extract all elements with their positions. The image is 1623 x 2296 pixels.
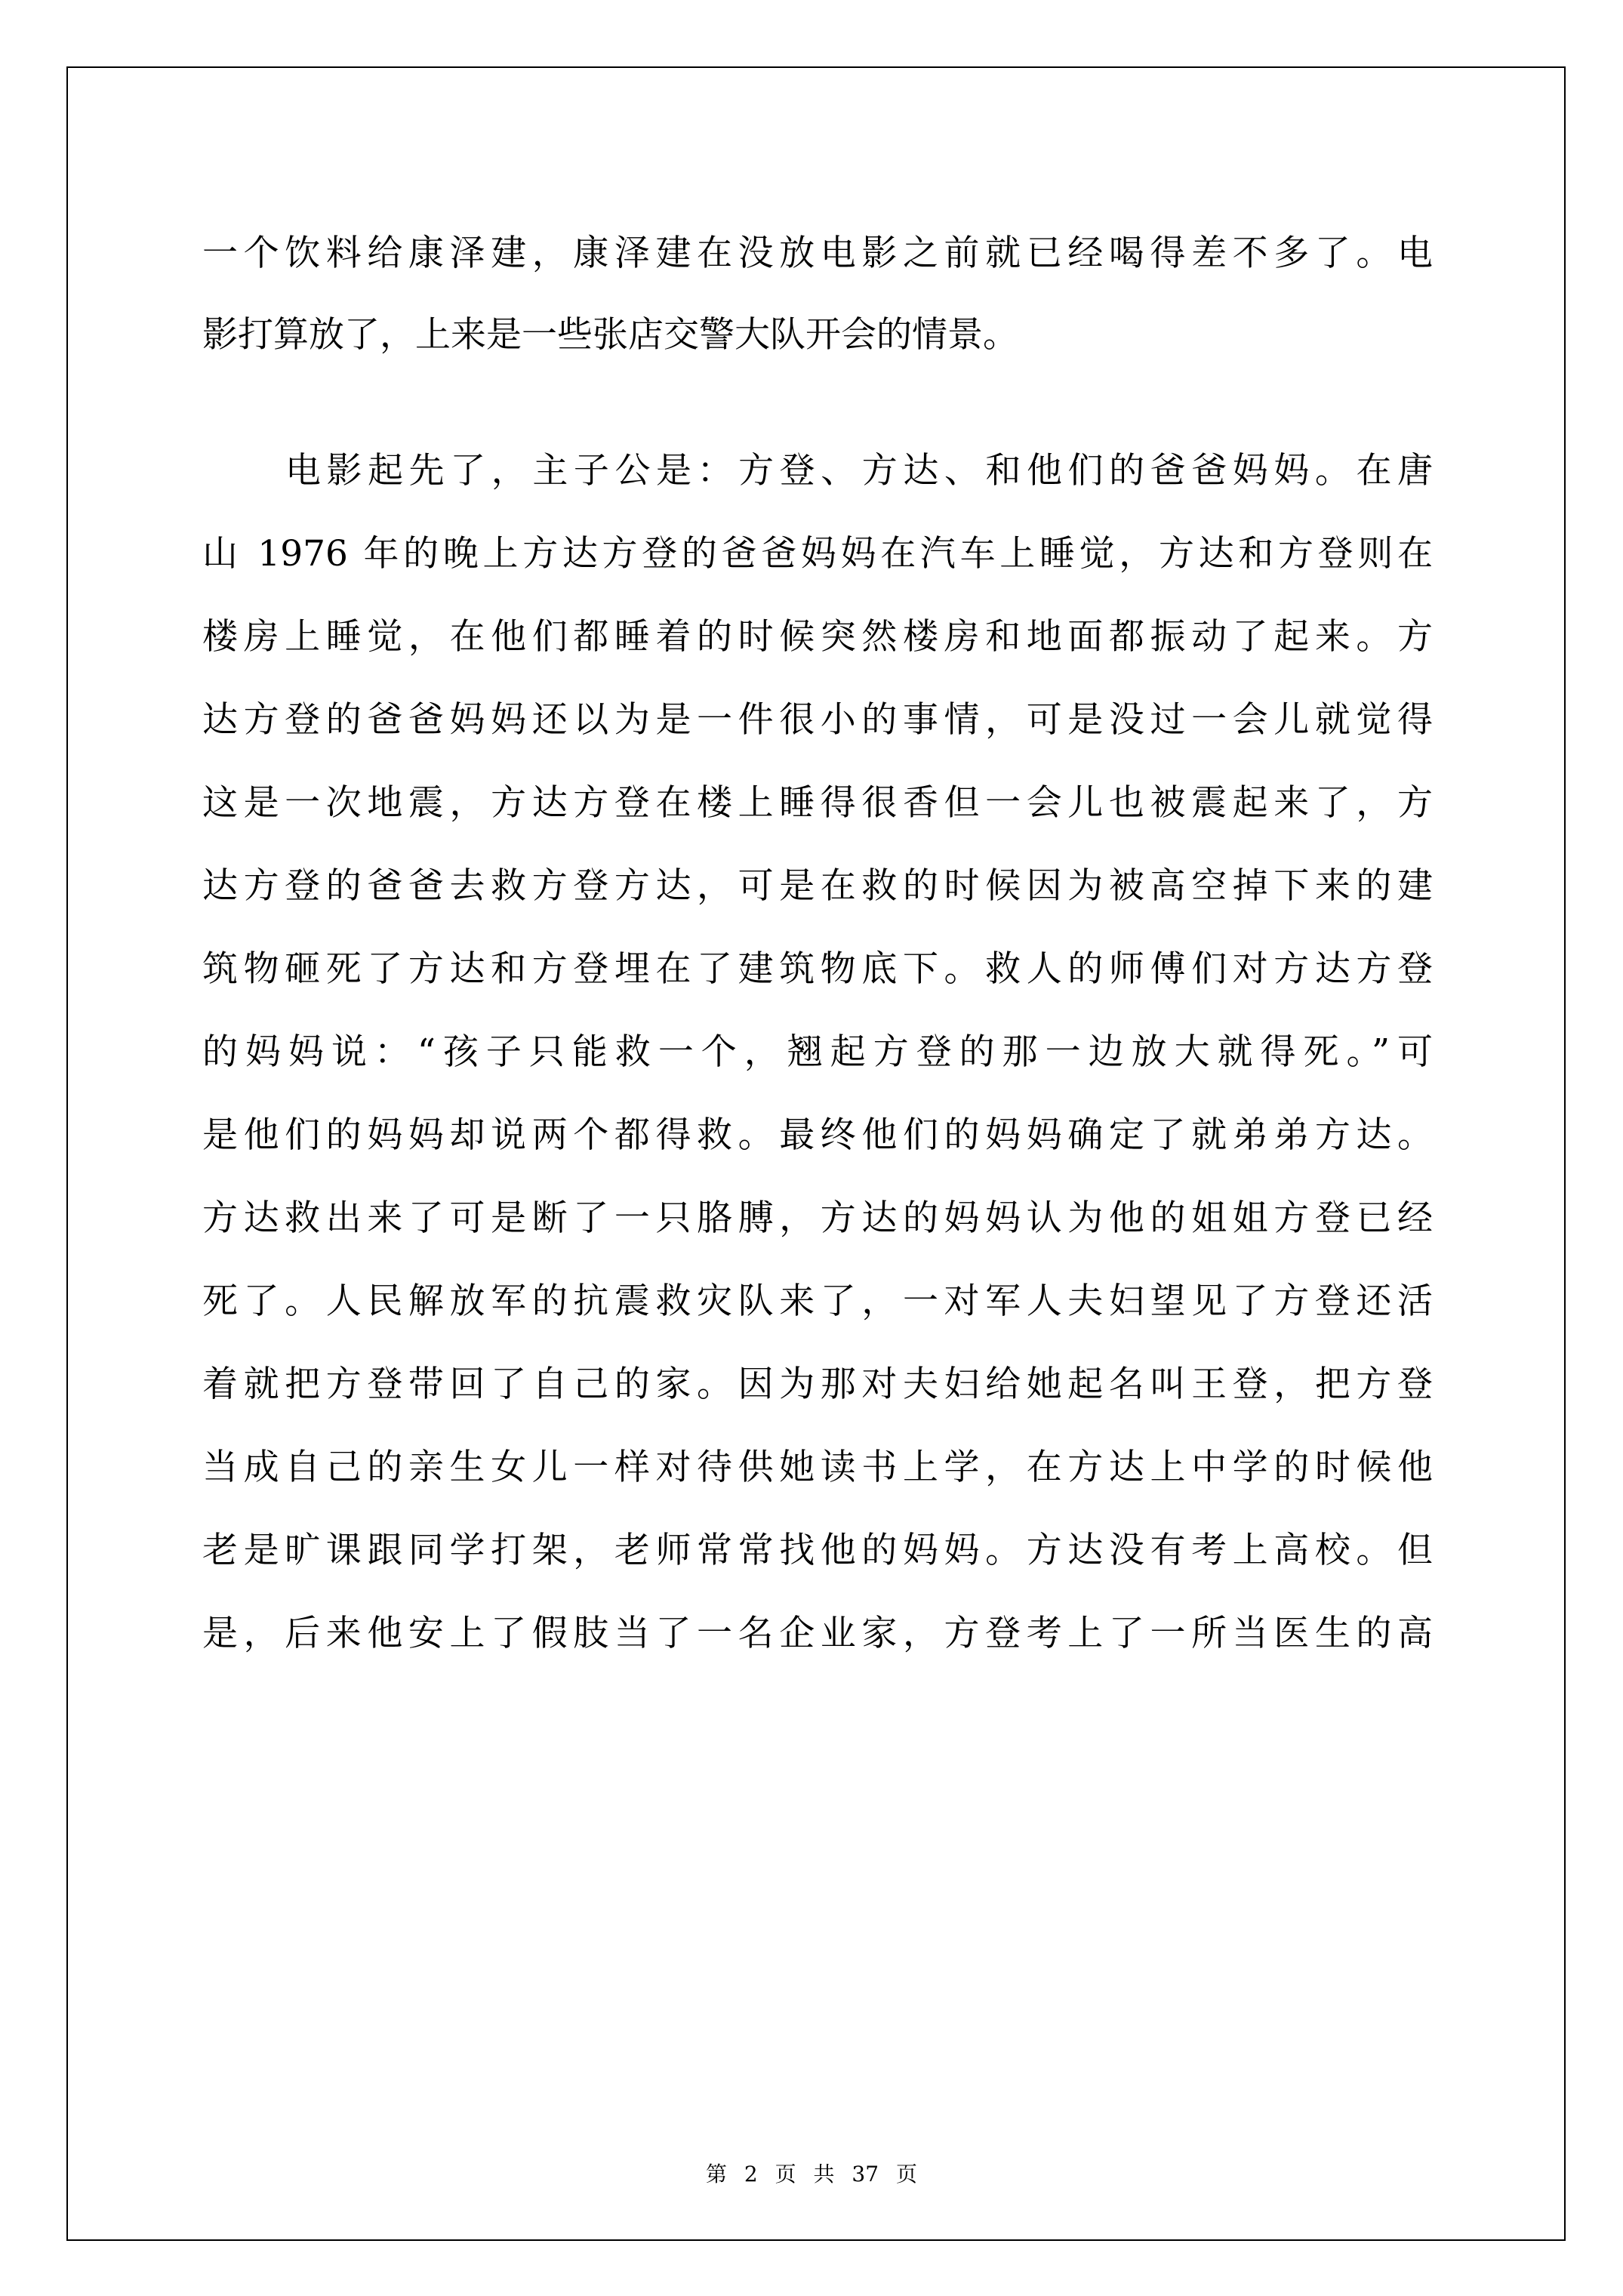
text-line: 达方登的爸爸去救方登方达，可是在救的时候因为被高空掉下来的建 — [202, 865, 1433, 907]
text-line: 影打算放了，上来是一些张店交警大队开会的情景。 — [202, 314, 1018, 356]
text-line: 一个饮料给康泽建，康泽建在没放电影之前就已经喝得差不多了。电 — [202, 233, 1433, 274]
text-line: 死了。人民解放军的抗震救灾队来了，一对军人夫妇望见了方登还活 — [202, 1281, 1433, 1322]
text-line: 是他们的妈妈却说两个都得救。最终他们的妈妈确定了就弟弟方达。 — [202, 1114, 1433, 1156]
text-line: 着就把方登带回了自己的家。因为那对夫妇给她起名叫王登，把方登 — [202, 1364, 1433, 1405]
text-line: 是，后来他安上了假肢当了一名企业家，方登考上了一所当医生的高 — [202, 1613, 1433, 1654]
text-line: 山 1976 年的晚上方达方登的爸爸妈妈在汽车上睡觉，方达和方登则在 — [202, 533, 1433, 575]
page-number-footer: 第 2 页 共 37 页 — [706, 2162, 917, 2187]
text-line: 当成自己的亲生女儿一样对待供她读书上学，在方达上中学的时候他 — [202, 1447, 1433, 1488]
text-line: 达方登的爸爸妈妈还以为是一件很小的事情，可是没过一会儿就觉得 — [202, 699, 1433, 741]
text-line: 老是旷课跟同学打架，老师常常找他的妈妈。方达没有考上高校。但 — [202, 1530, 1433, 1571]
text-line: 筑物砸死了方达和方登埋在了建筑物底下。救人的师傅们对方达方登 — [202, 948, 1433, 990]
text-line: 的妈妈说：“孩子只能救一个，翘起方登的那一边放大就得死。”可 — [202, 1031, 1433, 1073]
text-line: 电影起先了，主子公是：方登、方达、和他们的爸爸妈妈。在唐 — [285, 450, 1433, 492]
text-line: 方达救出来了可是断了一只胳膊，方达的妈妈认为他的姐姐方登已经 — [202, 1197, 1433, 1239]
text-line: 这是一次地震，方达方登在楼上睡得很香但一会儿也被震起来了，方 — [202, 782, 1433, 824]
text-line: 楼房上睡觉，在他们都睡着的时候突然楼房和地面都振动了起来。方 — [202, 616, 1433, 658]
